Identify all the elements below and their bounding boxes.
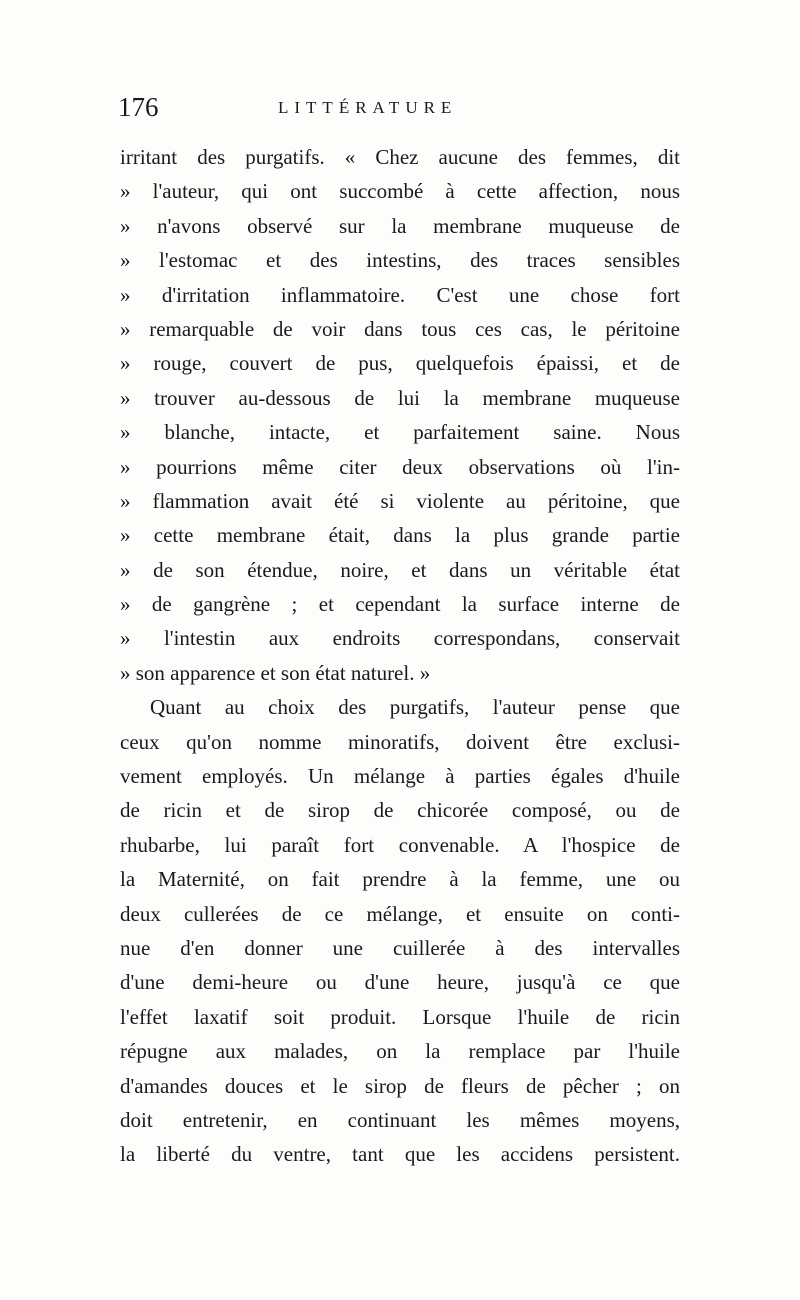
text-line: nue d'en donner une cuillerée à des intervalles bbox=[120, 935, 680, 960]
page-number: 176 bbox=[118, 92, 159, 122]
text-line: rhubarbe, lui paraît fort convenable. A l'hospice de bbox=[120, 832, 680, 857]
running-head: LITTÉRATURE bbox=[278, 98, 458, 117]
page-header bbox=[118, 92, 678, 132]
text-line: » flammation avait été si violente au péritoine, que bbox=[120, 488, 680, 513]
text-line: » son apparence et son état naturel. » bbox=[120, 660, 431, 685]
text-line: » cette membrane était, dans la plus grande partie bbox=[120, 523, 680, 548]
text-line: Quant au choix des purgatifs, l'auteur pense que bbox=[150, 695, 680, 720]
text-line: la liberté du ventre, tant que les accidens persistent. bbox=[120, 1142, 680, 1167]
text-line: deux cullerées de ce mélange, et ensuite on conti- bbox=[120, 901, 680, 926]
body-text bbox=[120, 140, 680, 1172]
text-line: d'amandes douces et le sirop de fleurs de pêcher ; on bbox=[120, 1073, 680, 1098]
text-line: » de gangrène ; et cependant la surface interne de bbox=[120, 592, 680, 617]
text-line: » n'avons observé sur la membrane muqueuse de bbox=[120, 213, 680, 238]
text-line: » l'intestin aux endroits correspondans, conservait bbox=[120, 626, 680, 651]
text-line: » de son étendue, noire, et dans un véritable état bbox=[120, 557, 680, 582]
text-line: doit entretenir, en continuant les mêmes moyens, bbox=[120, 1107, 680, 1132]
text-line: » l'estomac et des intestins, des traces sensibles bbox=[120, 248, 680, 273]
text-line: » rouge, couvert de pus, quelquefois épaissi, et de bbox=[120, 351, 680, 376]
text-line: répugne aux malades, on la remplace par l'huile bbox=[120, 1039, 680, 1064]
text-line: d'une demi-heure ou d'une heure, jusqu'à ce que bbox=[120, 970, 680, 995]
text-line: » blanche, intacte, et parfaitement saine. Nous bbox=[120, 420, 680, 445]
text-line: de ricin et de sirop de chicorée composé, ou de bbox=[120, 798, 680, 823]
text-line: ceux qu'on nomme minoratifs, doivent être exclusi- bbox=[120, 729, 680, 754]
text-line: l'effet laxatif soit produit. Lorsque l'huile de ricin bbox=[120, 1004, 680, 1029]
text-line: » d'irritation inflammatoire. C'est une chose fort bbox=[120, 282, 680, 307]
text-line: » l'auteur, qui ont succombé à cette affection, nous bbox=[120, 179, 680, 204]
text-line: vement employés. Un mélange à parties égales d'huile bbox=[120, 764, 680, 789]
text-line: » pourrions même citer deux observations où l'in- bbox=[120, 454, 680, 479]
text-line: » trouver au-dessous de lui la membrane muqueuse bbox=[120, 385, 680, 410]
text-line: » remarquable de voir dans tous ces cas, le péritoine bbox=[120, 316, 680, 341]
text-line: irritant des purgatifs. « Chez aucune des femmes, dit bbox=[120, 145, 680, 169]
text-line: la Maternité, on fait prendre à la femme, une ou bbox=[120, 867, 680, 892]
